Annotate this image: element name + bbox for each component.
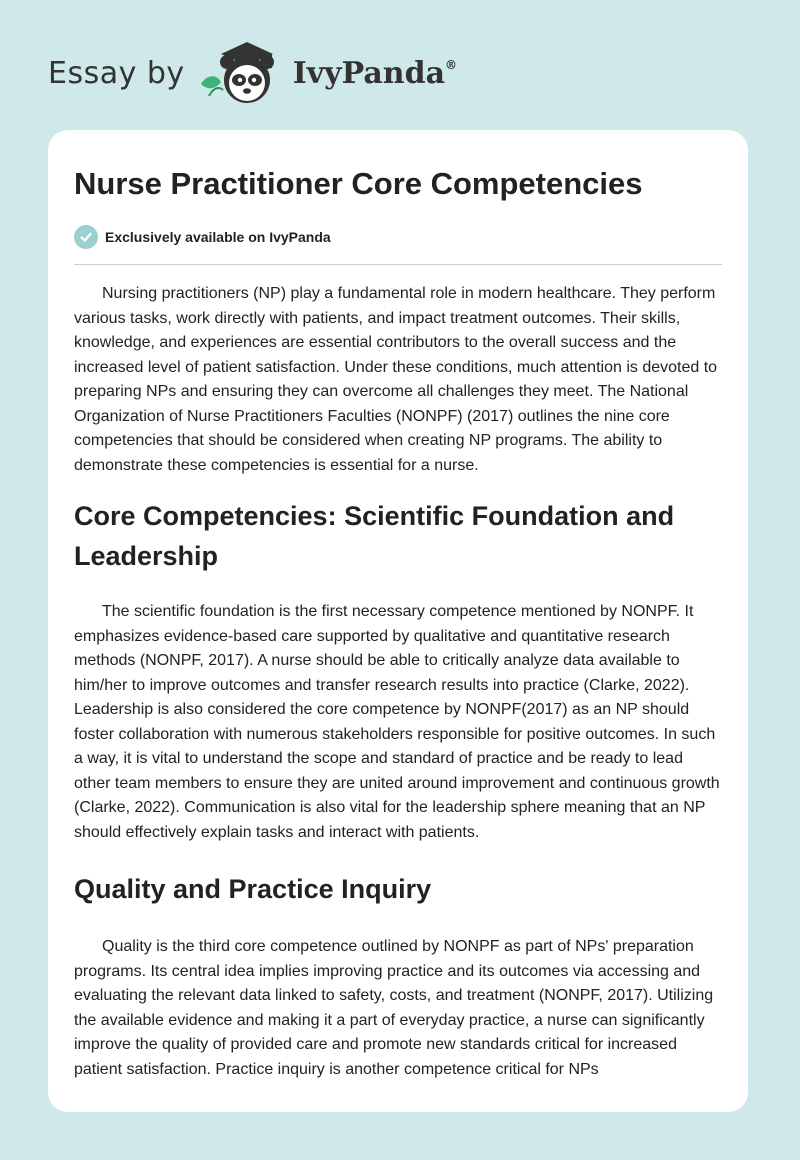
brand-name[interactable]: IvyPanda® — [292, 55, 458, 91]
section-heading-quality: Quality and Practice Inquiry — [74, 874, 432, 904]
panda-graduate-icon — [199, 38, 287, 108]
article-card — [48, 130, 748, 1112]
exclusive-badge-label: Exclusively available on IvyPanda — [105, 229, 331, 245]
divider — [74, 264, 722, 265]
registered-mark: ® — [445, 57, 458, 72]
section-heading-scientific-foundation: Core Competencies: Scientific Foundation and Leadership — [74, 501, 675, 571]
site-header — [48, 38, 457, 108]
page-title: Nurse Practitioner Core Competencies — [74, 166, 643, 201]
paragraph-scientific-foundation: The scientific foundation is the first necessary competence mentioned by NONPF. It emphasizes evidence-based care supported by qualitative and quantitative research methods (NONPF, 2017). A nurse should be able to critically analyze data available to him/her to improve outcomes and transfer research results into practice (Clarke, 2022). Leadership is also considered the core competence by NONPF(2017) as an NP should foster collaboration with numerous stakeholders responsible for positive outcomes. In such a way, it is vital to understand the scope and standard of practice and be ready to lead other team members to ensure they are united around improvement and continuous growth (Clarke, 2022). Communication is also vital for the leadership sphere meaning that an NP should effectively explain tasks and interact with patients. — [74, 603, 720, 841]
paragraph-intro: Nursing practitioners (NP) play a fundamental role in modern healthcare. They perform various tasks, work directly with patients, and impact treatment outcomes. Their skills, knowledge, and experiences are essential contributors to the overall success and the increased level of patient satisfaction. Under these conditions, much attention is devoted to preparing NPs and ensuring they can overcome all challenges they meet. The National Organization of Nurse Practitioners Faculties (NONPF) (2017) outlines the nine core competencies that should be considered when creating NP programs. The ability to demonstrate these competencies is essential for a nurse. — [74, 285, 718, 474]
exclusive-badge — [74, 224, 722, 250]
checkmark-icon — [74, 225, 98, 249]
essay-by-label: Essay by — [48, 55, 185, 91]
paragraph-quality: Quality is the third core competence outlined by NONPF as part of NPs' preparation programs. Its central idea implies improving practice and its outcomes via accessing and evaluating the relevant data linked to safety, costs, and treatment (NONPF, 2017). Utilizing the available evidence and making it a part of everyday practice, a nurse can significantly improve the quality of provided care and promote new standards critical for increased patient satisfaction. Practice inquiry is another competence critical for NPs — [74, 938, 714, 1078]
